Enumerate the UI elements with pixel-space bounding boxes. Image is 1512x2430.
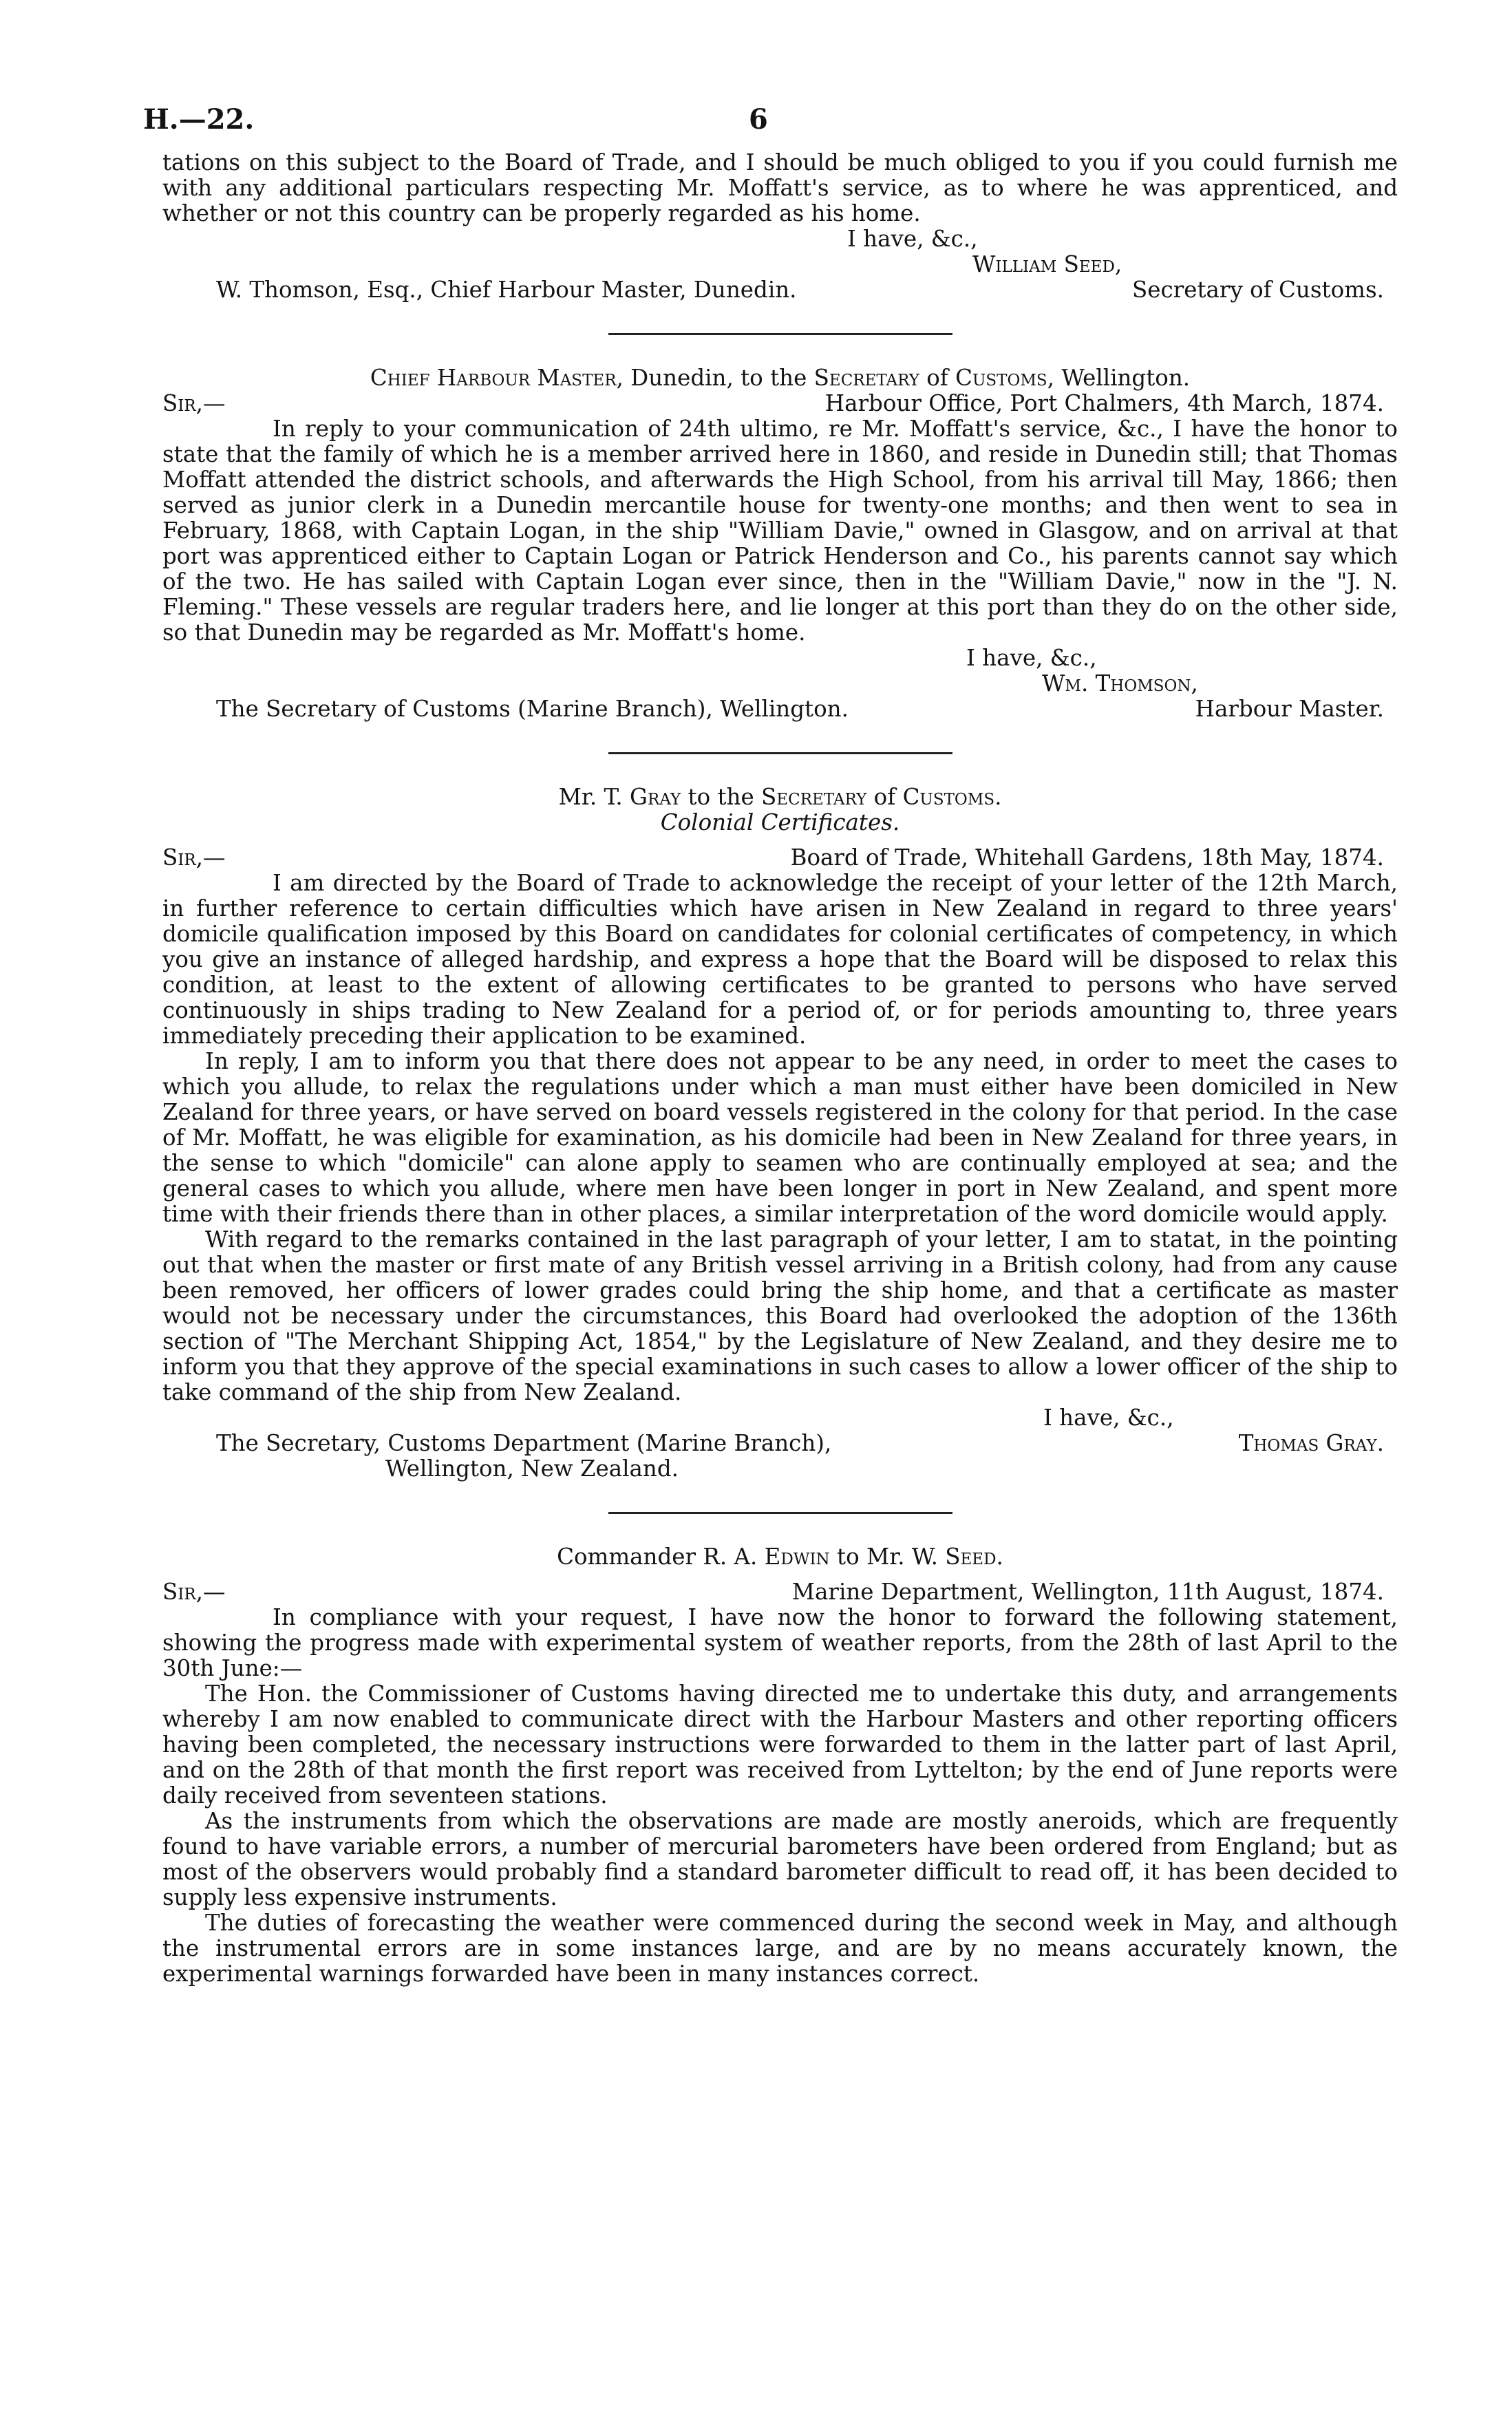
- signer-name: Wm. Thomson,: [1042, 670, 1198, 696]
- closing-row: [162, 226, 1398, 252]
- salutation: Sir,—: [162, 1579, 226, 1605]
- letter-heading: Commander R. A. Edwin to Mr. W. Seed.: [557, 1544, 1003, 1570]
- closing-row: [162, 1405, 1398, 1431]
- signer-row: [162, 671, 1398, 696]
- continued-paragraph: tations on this subject to the Board of Trade, and I should be much obliged to you if you could furnish me with any additional particulars respecting Mr. Moffatt's service, as to where he was apprenticed, and whether or not this country can be properly regarded as his home.: [162, 149, 1398, 226]
- page-header: [143, 103, 1398, 150]
- letter-body: With regard to the remarks contained in the last paragraph of your letter, I am to statat, in the pointing out that when the master or first mate of any British vessel arriving in a British colony, had from any cause been removed, her officers of lower grades could bring the ship home, and that a certificate as master would not be necessary under the circumstances, this Board had overlooked the adoption of the 136th section of "The Merchant Shipping Act, 1854," by the Legislature of New Zealand, and they desire me to inform you that they approve of the special examinations in such cases to allow a lower officer of the ship to take command of the ship from New Zealand.: [162, 1226, 1398, 1405]
- document-reference: H.—22.: [143, 103, 255, 136]
- addressee-row: [162, 277, 1398, 303]
- page-number: 6: [749, 103, 768, 136]
- addressee-location: Wellington, New Zealand.: [385, 1456, 679, 1482]
- letter-heading: Chief Harbour Master, Dunedin, to the Secretary of Customs, Wellington.: [370, 365, 1191, 391]
- addressee: W. Thomson, Esq., Chief Harbour Master, Dunedin.: [216, 277, 797, 303]
- closing-phrase: I have, &c.,: [966, 645, 1097, 671]
- salutation-row: [162, 845, 1398, 871]
- closing-phrase: I have, &c.,: [1043, 1405, 1174, 1431]
- addressee: The Secretary of Customs (Marine Branch), Wellington.: [216, 696, 849, 722]
- letter-body: The Hon. the Commissioner of Customs having directed me to undertake this duty, and arrangements whereby I am now enabled to communicate direct with the Harbour Masters and other reporting officers having been completed, the necessary instructions were forwarded to them in the latter part of last April, and on the 28th of that month the first report was received from Lyttelton; by the end of June reports were daily received from seventeen stations.: [162, 1681, 1398, 1809]
- addressee: The Secretary, Customs Department (Marine Branch),: [216, 1430, 832, 1456]
- closing-row: [162, 646, 1398, 671]
- salutation-row: [162, 1579, 1398, 1605]
- addressee-row: [162, 696, 1398, 722]
- dateline: Board of Trade, Whitehall Gardens, 18th May, 1874.: [790, 844, 1384, 871]
- signer-title: Secretary of Customs.: [1132, 277, 1384, 303]
- document-page: [143, 103, 1398, 1987]
- closing-phrase: I have, &c.,: [847, 226, 978, 252]
- letter-body: The duties of forecasting the weather were commenced during the second week in May, and although the instrumental errors are in some instances large, and are by no means accurately known, the experimental warnings forwarded have been in many instances correct.: [162, 1910, 1398, 1987]
- signer-name: William Seed,: [972, 251, 1122, 277]
- letter-subheading: Colonial Certificates.: [660, 809, 900, 835]
- letter-body: In reply to your communication of 24th ultimo, re Mr. Moffatt's service, &c., I have the honor to state that the family of which he is a member arrived here in 1860, and reside in Dunedin still; that Thomas Moffatt attended the district schools, and afterwards the High School, from his arrival till May, 1866; then served as junior clerk in a Dunedin mercantile house for twenty-one months; and then went to sea in February, 1868, with Captain Logan, in the ship "William Davie," owned in Glasgow, and on arrival at that port was apprenticed either to Captain Logan or Patrick Henderson and Co., his parents cannot say which of the two. He has sailed with Captain Logan ever since, then in the "William Davie," now in the "J. N. Fleming." These vessels are regular traders here, and lie longer at this port than they do on the other side, so that Dunedin may be regarded as Mr. Moffatt's home.: [162, 416, 1398, 646]
- letter-body: I am directed by the Board of Trade to acknowledge the receipt of your letter of the 12th March, in further reference to certain difficulties which have arisen in New Zealand in regard to three years' domicile qualification imposed by this Board on candidates for colonial certificates of competency, in which you give an instance of alleged hardship, and express a hope that the Board will be disposed to relax this condition, at least to the extent of allowing certificates to be granted to persons who have served continuously in ships trading to New Zealand for a period of, or for periods amounting to, three years immediately preceding their application to be examined.: [162, 870, 1398, 1049]
- signer-title: Harbour Master.: [1195, 696, 1384, 722]
- dateline: Harbour Office, Port Chalmers, 4th March, 1874.: [824, 390, 1384, 416]
- salutation: Sir,—: [162, 390, 226, 416]
- dateline: Marine Department, Wellington, 11th August, 1874.: [791, 1579, 1384, 1605]
- addressee-row: [162, 1456, 1398, 1482]
- signer-name: Thomas Gray.: [1238, 1430, 1384, 1456]
- letter-heading: Mr. T. Gray to the Secretary of Customs.: [558, 784, 1002, 810]
- signer-row: [162, 252, 1398, 277]
- addressee-row: [162, 1431, 1398, 1456]
- letter-body: In reply, I am to inform you that there does not appear to be any need, in order to meet the cases to which you allude, to relax the regulations under which a man must either have been domiciled in New Zealand for three years, or have served on board vessels registered in the colony for that period. In the case of Mr. Moffatt, he was eligible for examination, as his domicile had been in New Zealand for three years, in the sense to which "domicile" can alone apply to seamen who are continually employed at sea; and the general cases to which you allude, where men have been longer in port in New Zealand, and spent more time with their friends there than in other places, a similar interpretation of the word domicile would apply.: [162, 1048, 1398, 1227]
- salutation-row: [162, 391, 1398, 416]
- salutation: Sir,—: [162, 844, 226, 871]
- letter-body: As the instruments from which the observations are made are mostly aneroids, which are frequently found to have variable errors, a number of mercurial barometers have been ordered from England; but as most of the observers would probably find a standard barometer difficult to read off, it has been decided to supply less expensive instruments.: [162, 1808, 1398, 1910]
- letter-body: In compliance with your request, I have now the honor to forward the following statement, showing the progress made with experimental system of weather reports, from the 28th of last April to the 30th June:—: [162, 1604, 1398, 1681]
